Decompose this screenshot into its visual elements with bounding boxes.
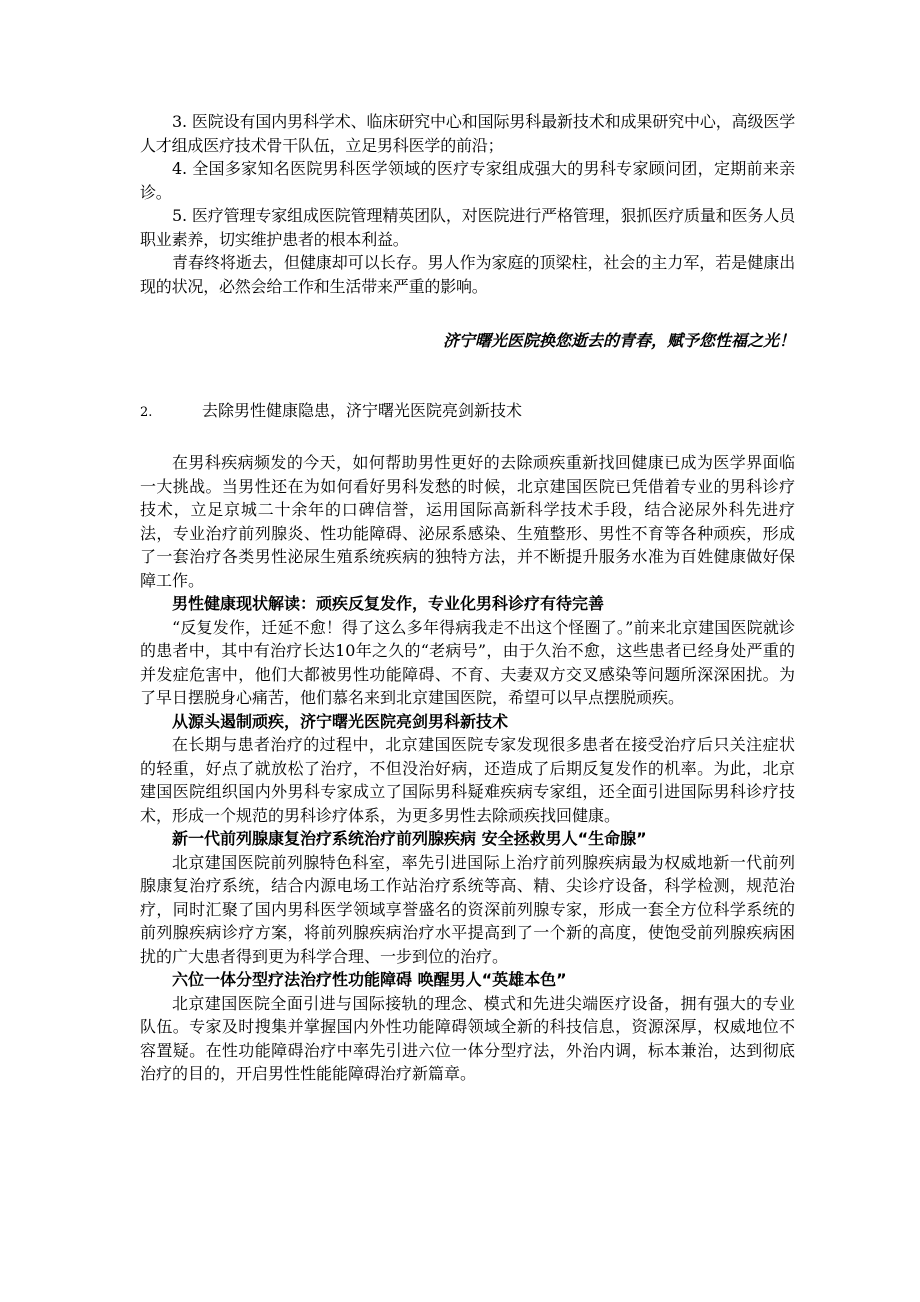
list-item-3: 3. 医院设有国内男科学术、临床研究中心和国际男科最新技术和成果研究中心，高级医学人才组成医疗技术骨干队伍，立足男科医学的前沿； xyxy=(140,112,795,155)
subheading-new-tech: 从源头遏制顽疾，济宁曙光医院亮剑男科新技术 xyxy=(172,711,509,731)
list-item-4: 4. 全国多家知名医院男科医学领域的医疗专家组成强大的男科专家顾问团，定期前来亲诊。 xyxy=(140,159,795,202)
subheading-therapy: 六位一体分型疗法治疗性功能障碍 唤醒男人“英雄本色” xyxy=(172,970,567,989)
section-title: 去除男性健康隐患，济宁曙光医院亮剑新技术 xyxy=(202,401,523,420)
article-body xyxy=(140,451,795,1086)
top-list xyxy=(140,110,795,298)
paragraph-status: “反复发作，迁延不愈！得了这么多年得病我走不出这个怪圈了。”前来北京建国医院就诊的患者中，其中有治疗长达10年之久的“老病号”，由于久治不愈，这些患者已经身处严重的并发症危害中，他们大都被男性功能障碍、不育、夫妻双方交叉感染等问题所深深困扰。为了早日摆脱身心痛苦，他们慕名来到北京建国医院，希望可以早点摆脱顽疾。 xyxy=(140,617,795,707)
paragraph-new-tech: 在长期与患者治疗的过程中，北京建国医院专家发现很多患者在接受治疗后只关注症状的轻重，好点了就放松了治疗，不但没治好病，还造成了后期反复发作的机率。为此，北京建国医院组织国内外男科专家成立了国际男科疑难疾病专家组，还全面引进国际男科诊疗技术，形成一个规范的男科诊疗体系，为更多男性去除顽疾找回健康。 xyxy=(140,735,795,825)
list-item-5: 5. 医疗管理专家组成医院管理精英团队，对医院进行严格管理，狠抓医疗质量和医务人员职业素养，切实维护患者的根本利益。 xyxy=(140,206,795,249)
subheading-status: 男性健康现状解读：顽疾反复发作，专业化男科诊疗有待完善 xyxy=(172,594,605,613)
paragraph-prostate: 北京建国医院前列腺特色科室，率先引进国际上治疗前列腺疾病最为权威地新一代前列腺康复治疗系统，结合内源电场工作站治疗系统等高、精、尖诊疗设备，科学检测，规范治疗，同时汇聚了国内男科医学领域享誉盛名的资深前列腺专家，形成一套全方位科学系统的前列腺疾病诊疗方案，将前列腺疾病治疗水平提高到了一个新的高度，使饱受前列腺疾病困扰的广大患者得到更为科学合理、一步到位的治疗。 xyxy=(140,852,795,966)
section-heading xyxy=(140,398,522,421)
intro-paragraph: 在男科疾病频发的今天，如何帮助男性更好的去除顽疾重新找回健康已成为医学界面临一大挑战。当男性还在为如何看好男科发愁的时候，北京建国医院已凭借着专业的男科诊疗技术，立足京城二十余年的口碑信誉，运用国际高新科学技术手段，结合泌尿外科先进疗法，专业治疗前列腺炎、性功能障碍、泌尿系感染、生殖整形、男性不育等各种顽疾，形成了一套治疗各类男性泌尿生殖系统疾病的独特方法，并不断提升服务水准为百姓健康做好保障工作。 xyxy=(140,453,795,590)
closing-paragraph: 青春终将逝去，但健康却可以长存。男人作为家庭的顶梁柱，社会的主力军，若是健康出现的状况，必然会给工作和生活带来严重的影响。 xyxy=(140,253,795,296)
paragraph-therapy: 北京建国医院全面引进与国际接轨的理念、模式和先进尖端医疗设备，拥有强大的专业队伍。专家及时搜集并掌握国内外性功能障碍领域全新的科技信息，资源深厚，权威地位不容置疑。在性功能障碍治疗中率先引进六位一体分型疗法，外治内调，标本兼治，达到彻底治疗的目的，开启男性性能能障碍治疗新篇章。 xyxy=(140,993,795,1083)
section-number: 2. xyxy=(140,405,153,420)
subheading-prostate: 新一代前列腺康复治疗系统治疗前列腺疾病 安全拯救男人“生命腺” xyxy=(172,829,647,848)
hospital-slogan: 济宁曙光医院换您逝去的青春，赋予您性福之光！ xyxy=(442,331,795,350)
